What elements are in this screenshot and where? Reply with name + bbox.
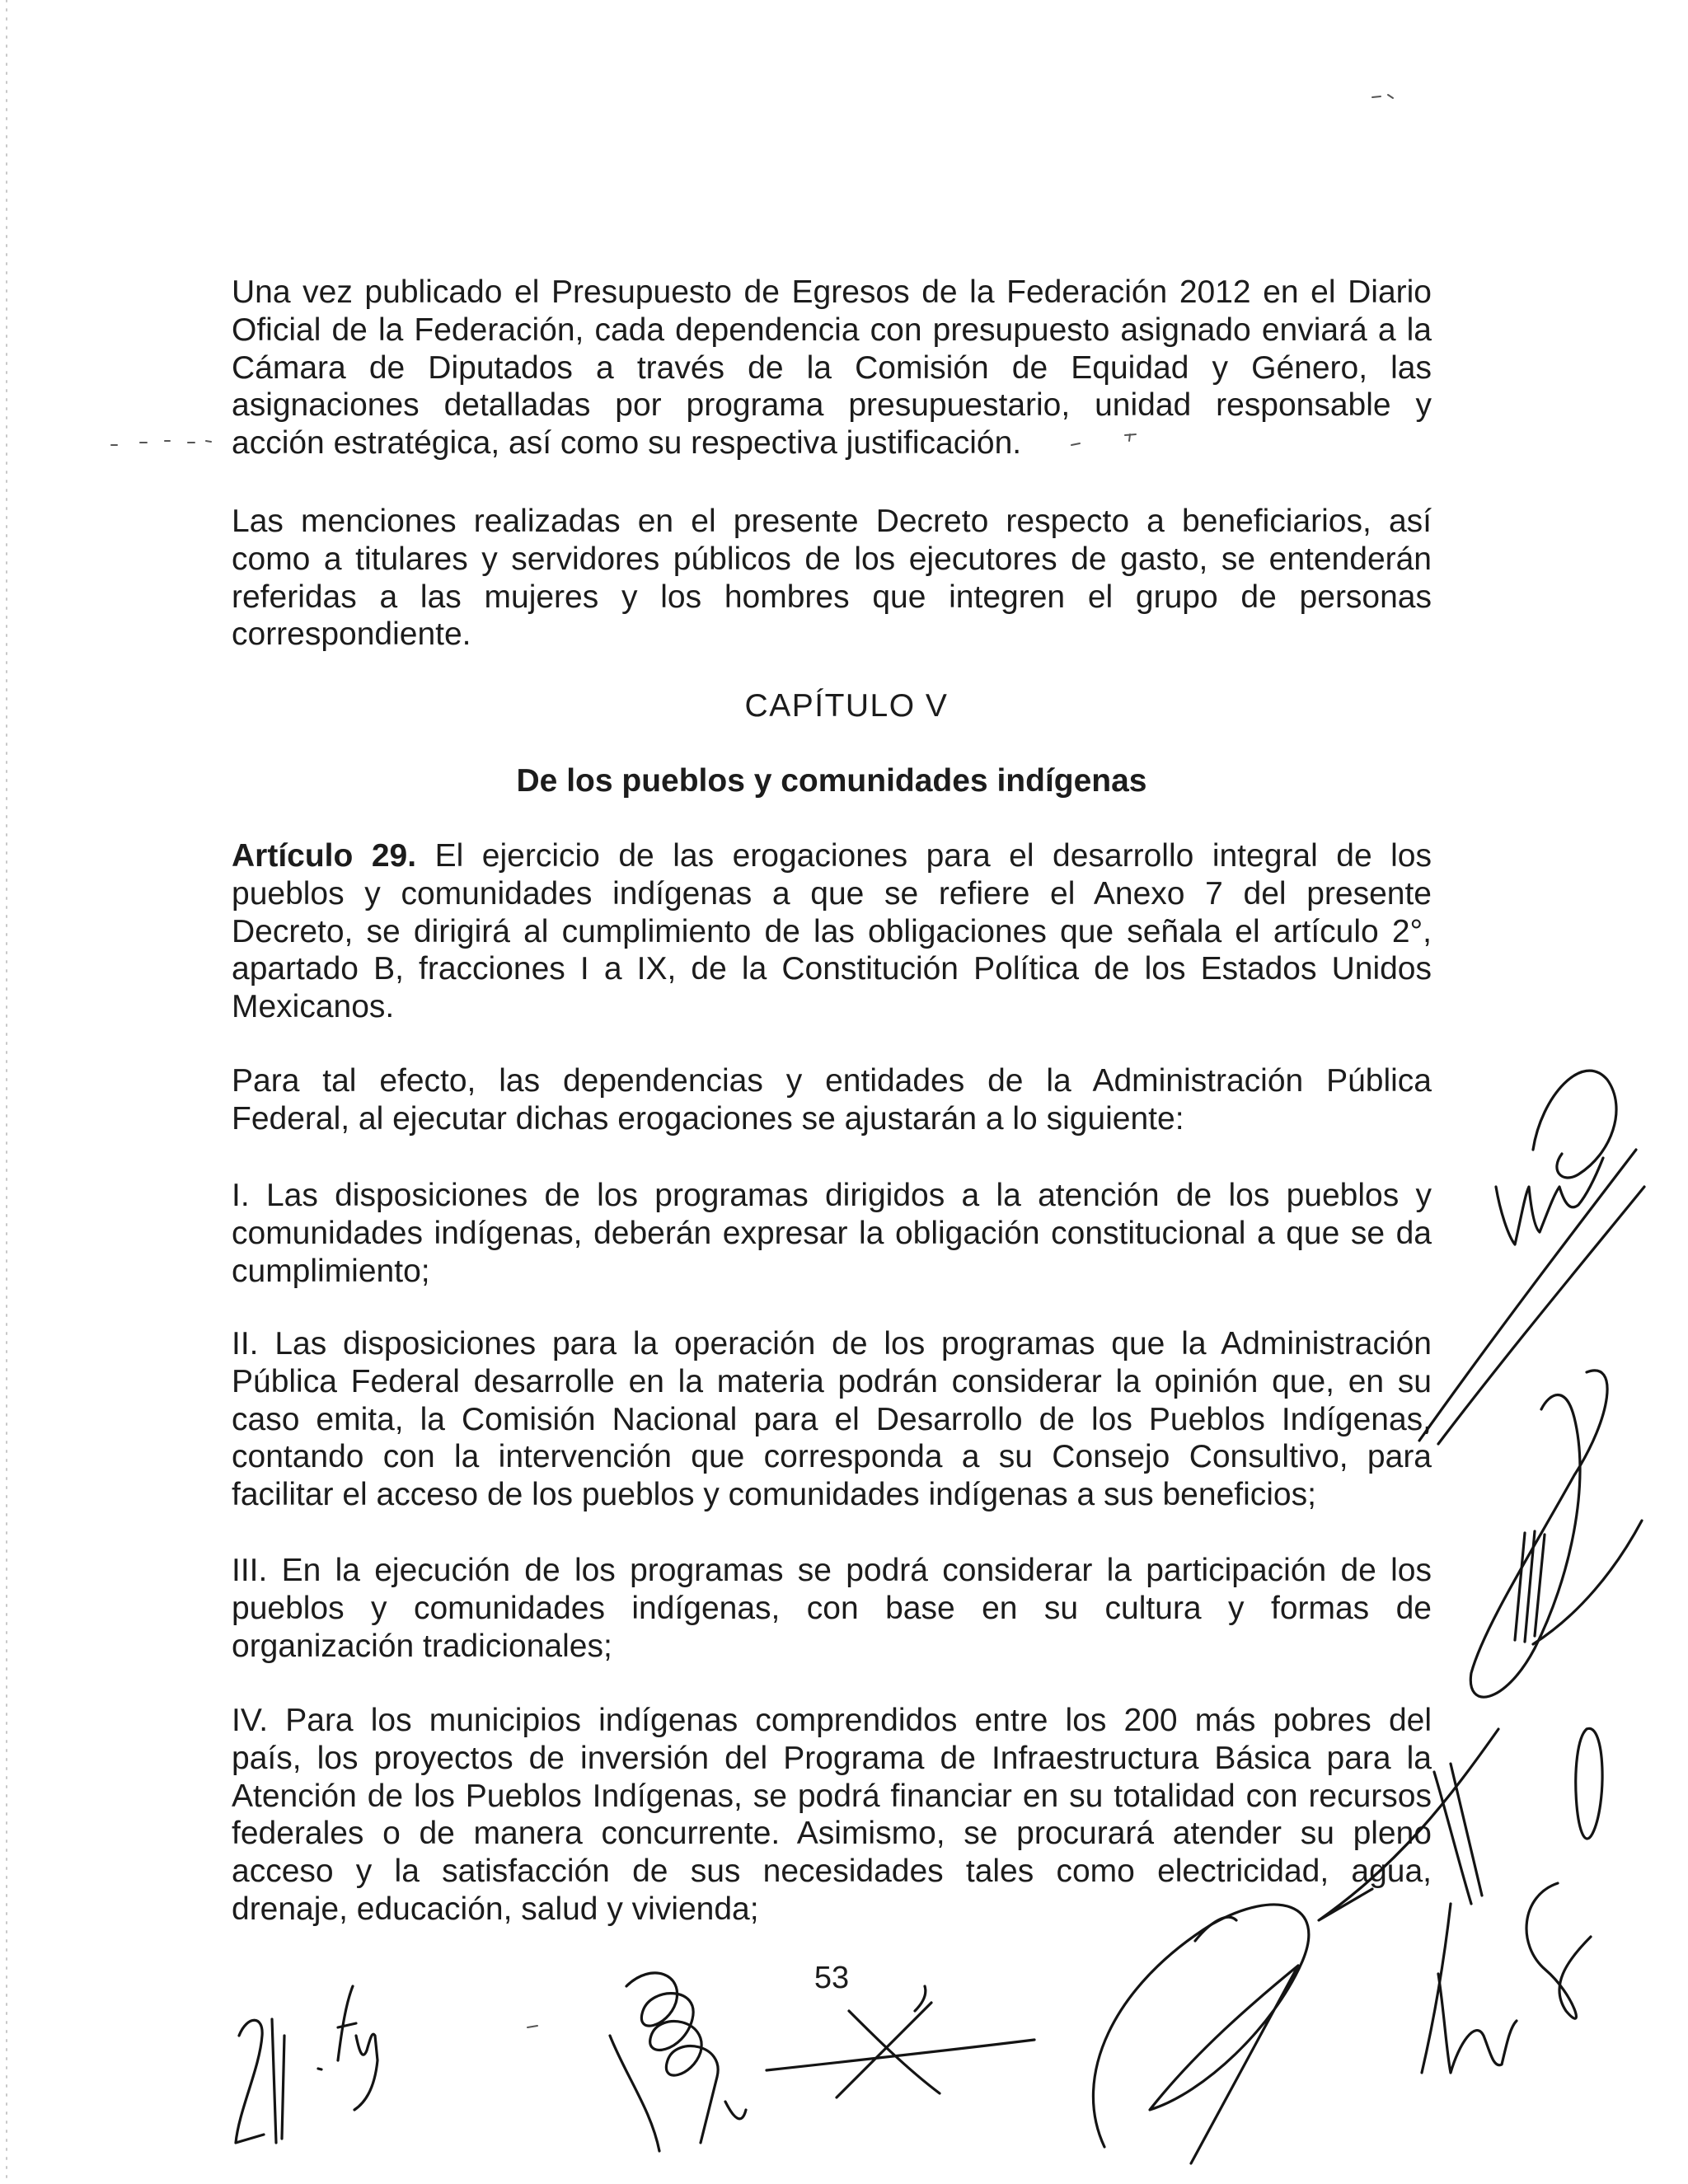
text-line: apartado B, fracciones I a IX, de la Constitución Política de los Estados Unidos: [232, 951, 1432, 987]
text-line: correspondiente.: [232, 616, 471, 653]
intro-paragraph-gender: [232, 503, 1432, 654]
text-line: I. Las disposiciones de los programas dirigidos a la atención de los pueblos y: [232, 1178, 1432, 1213]
signature-bottom-line-x: [767, 1986, 1034, 2097]
page-number: 53: [814, 1961, 850, 1995]
text-line: acción estratégica, así como su respectiva justificación.: [232, 425, 1022, 462]
text-line: Decreto, se dirigirá al cumplimiento de las obligaciones que señala el artículo 2°,: [232, 913, 1432, 949]
text-line: contando con la intervención que corresponda a su Consejo Consultivo, para: [232, 1439, 1432, 1475]
text-line: Cámara de Diputados a través de la Comisión de Equidad y Género, las: [232, 349, 1432, 386]
signature-bottom-left: [236, 1986, 377, 2143]
article-body: [232, 875, 1432, 1026]
fraction-i: [232, 1177, 1432, 1290]
procedure-paragraph: [232, 1062, 1432, 1138]
text-line: comunidades indígenas, deberán expresar la obligación constitucional a que se da: [232, 1215, 1432, 1251]
text-line: IV. Para los municipios indígenas comprendidos entre los 200 más pobres del: [232, 1703, 1432, 1738]
text-line: asignaciones detalladas por programa presupuestario, unidad responsable y: [232, 387, 1432, 424]
article-label: Artículo 29.: [232, 838, 417, 874]
text-line: Atención de los Pueblos Indígenas, se podrá financiar en su totalidad con recursos: [232, 1778, 1432, 1814]
article-first-line-text: El ejercicio de las erogaciones para el desarrollo integral de los: [434, 838, 1432, 874]
text-line: drenaje, educación, salud y vivienda;: [232, 1891, 759, 1927]
text-line: Mexicanos.: [232, 989, 395, 1025]
text-line: Oficial de la Federación, cada dependencia con presupuesto asignado enviará a la: [232, 312, 1432, 348]
text-line: cumplimiento;: [232, 1253, 430, 1289]
chapter-title: De los pueblos y comunidades indígenas: [516, 763, 1147, 799]
signature-bottom-scribble: [610, 1973, 746, 2151]
signature-bottom-loop: [1093, 1905, 1308, 2163]
fraction-iv: [232, 1702, 1432, 1929]
article-29: [232, 837, 1432, 1026]
signature-right-upper: [1419, 1071, 1644, 1697]
text-line: Una vez publicado el Presupuesto de Egresos de la Federación 2012 en el Diario: [232, 274, 1432, 310]
text-line: pueblos y comunidades indígenas, con base en su cultura y formas de: [232, 1590, 1432, 1626]
text-line: Para tal efecto, las dependencias y entidades de la Administración Pública: [232, 1063, 1432, 1099]
text-line: facilitar el acceso de los pueblos y comunidades indígenas a sus beneficios;: [232, 1477, 1316, 1513]
text-line: país, los proyectos de inversión del Programa de Infraestructura Básica para la: [232, 1740, 1432, 1776]
text-line: organización tradicionales;: [232, 1628, 612, 1664]
intro-paragraph-budget: [232, 274, 1432, 462]
chapter-heading: CAPÍTULO V: [744, 688, 949, 724]
text-line: II. Las disposiciones para la operación de los programas que la Administración: [232, 1326, 1432, 1361]
text-line: referidas a las mujeres y los hombres que integren el grupo de personas: [232, 579, 1432, 615]
text-line: pueblos y comunidades indígenas a que se refiere el Anexo 7 del presente: [232, 875, 1432, 912]
fraction-iii: [232, 1552, 1432, 1665]
fraction-ii: [232, 1325, 1432, 1514]
text-line: caso emita, la Comisión Nacional para el Desarrollo de los Pueblos Indígenas,: [232, 1401, 1432, 1437]
text-line: Pública Federal desarrolle en la materia podrán considerar la opinión que, en su: [232, 1363, 1432, 1399]
text-line: como a titulares y servidores públicos de los ejecutores de gasto, se entenderán: [232, 541, 1432, 577]
text-line: Federal, al ejecutar dichas erogaciones se ajustarán a lo siguiente:: [232, 1100, 1184, 1137]
text-line: III. En la ejecución de los programas se podrá considerar la participación de los: [232, 1553, 1432, 1588]
text-line: Las menciones realizadas en el presente Decreto respecto a beneficiarios, así: [232, 504, 1432, 539]
text-line: federales o de manera concurrente. Asimismo, se procurará atender su pleno: [232, 1816, 1432, 1852]
text-line: acceso y la satisfacción de sus necesidades tales como electricidad, agua,: [232, 1854, 1432, 1890]
article-first-line: [232, 837, 1432, 875]
